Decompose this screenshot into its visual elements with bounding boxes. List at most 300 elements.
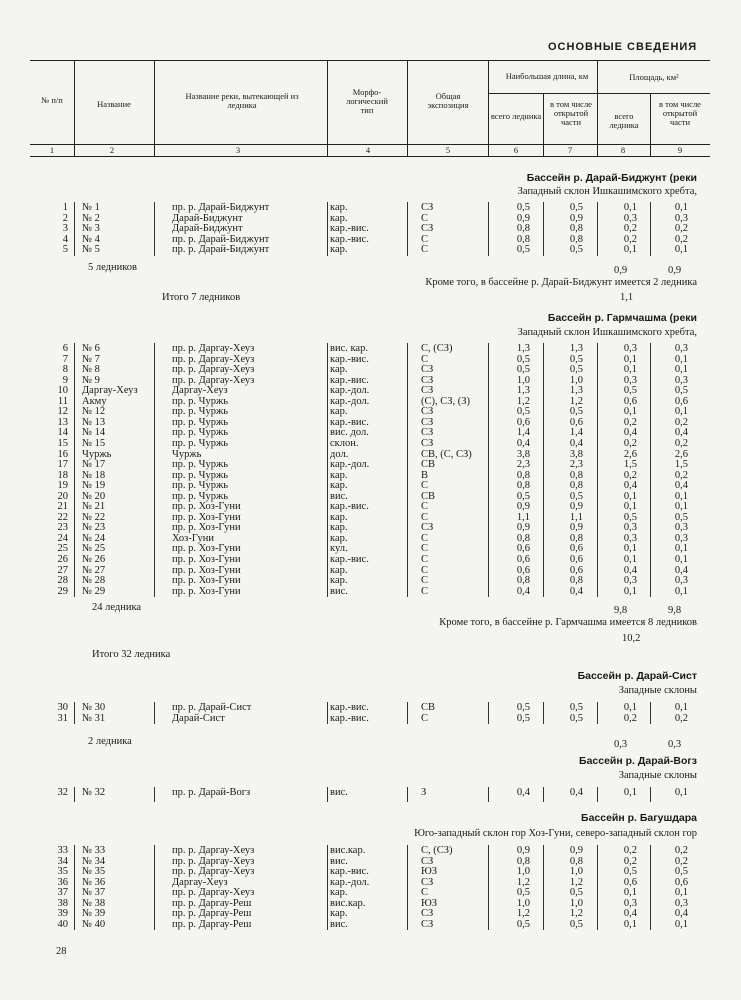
column-separator <box>407 202 408 256</box>
cell-4: вис. <box>330 855 348 867</box>
cell-9: 0,2 <box>674 437 688 449</box>
cell-6: 0,5 <box>516 702 530 713</box>
cell-5: С <box>421 543 429 555</box>
cell-9: 0,5 <box>674 385 688 397</box>
column-separator <box>488 845 489 930</box>
cell-6: 0,5 <box>516 406 530 418</box>
column-number: 6 <box>513 145 519 155</box>
cell-7: 0,8 <box>569 480 583 492</box>
cell-4: кар.-вис. <box>330 223 369 235</box>
cell-4: кар.-вис. <box>330 374 369 386</box>
cell-7: 0,8 <box>569 469 583 481</box>
cell-8: 0,2 <box>623 855 637 867</box>
cell-8: 0,3 <box>623 374 637 386</box>
cell-3: пр. р. Хоз-Гуни <box>172 564 241 576</box>
cell-4: кар. <box>330 511 348 523</box>
cell-9: 0,1 <box>674 353 688 365</box>
column-separator <box>154 702 155 724</box>
cell-5: С <box>421 712 429 724</box>
extra-glaciers-note: Кроме того, в бассейне р. Гармчашма имеется 8 ледников <box>439 617 697 628</box>
slope-subtitle: Западные склоны <box>618 685 697 696</box>
column-separator <box>650 343 651 597</box>
cell-3: пр. р. Чуржь <box>172 406 228 418</box>
cell-2: № 27 <box>82 564 106 576</box>
cell-3: Даргау-Хеуз <box>172 385 228 397</box>
cell-3: пр. р. Даргау-Реш <box>172 918 252 930</box>
cell-5: З <box>421 787 427 798</box>
cell-5: СЗ <box>421 918 434 930</box>
table-row <box>0 788 741 799</box>
column-separator <box>74 343 75 597</box>
cell-1: 24 <box>57 532 68 544</box>
cell-5: С <box>421 554 429 565</box>
cell-1: 25 <box>57 543 68 555</box>
cell-7: 0,5 <box>569 202 583 213</box>
cell-2: № 2 <box>82 212 100 224</box>
cell-8: 0,1 <box>623 918 637 930</box>
cell-9: 0,2 <box>674 233 688 245</box>
cell-3: пр. р. Чуржь <box>172 427 228 439</box>
table-row <box>0 703 741 714</box>
cell-8: 0,2 <box>623 845 637 856</box>
cell-1: 23 <box>57 522 68 534</box>
cell-3: пр. р. Даргау-Реш <box>172 908 252 920</box>
cell-8: 0,2 <box>623 437 637 449</box>
cell-3: пр. р. Хоз-Гуни <box>172 575 241 587</box>
cell-6: 0,4 <box>516 437 530 449</box>
column-separator <box>543 343 544 597</box>
cell-4: кар. <box>330 908 348 920</box>
cell-1: 39 <box>57 908 68 920</box>
cell-4: кар.-вис. <box>330 233 369 245</box>
cell-9: 0,4 <box>674 908 688 920</box>
cell-2: № 4 <box>82 233 100 245</box>
cell-7: 1,2 <box>569 395 583 407</box>
cell-3: пр. р. Даргау-Хеуз <box>172 343 255 354</box>
cell-1: 12 <box>57 406 68 418</box>
header-morph: Морфо-логический тип <box>346 87 388 115</box>
cell-1: 19 <box>57 480 68 492</box>
cell-1: 27 <box>57 564 68 576</box>
cell-8: 0,2 <box>623 416 637 428</box>
cell-4: кар.-дол. <box>330 459 370 471</box>
column-separator <box>154 202 155 256</box>
cell-6: 1,2 <box>516 876 530 888</box>
cell-5: СЗ <box>421 908 434 920</box>
cell-6: 0,6 <box>516 554 530 565</box>
cell-9: 2,6 <box>674 448 688 460</box>
header-length-total: всего ледника <box>490 111 542 121</box>
column-number: 9 <box>677 145 683 155</box>
column-separator <box>650 702 651 724</box>
cell-8: 0,2 <box>623 469 637 481</box>
column-separator <box>327 845 328 930</box>
cell-3: пр. р. Чуржь <box>172 395 228 407</box>
column-separator <box>597 702 598 724</box>
table-row <box>0 555 741 566</box>
column-separator <box>597 845 598 930</box>
cell-8: 0,1 <box>623 787 637 798</box>
cell-5: СЗ <box>421 385 434 397</box>
cell-1: 36 <box>57 876 68 888</box>
cell-7: 0,5 <box>569 406 583 418</box>
cell-6: 0,9 <box>516 501 530 513</box>
cell-4: кар.-дол. <box>330 876 370 888</box>
cell-1: 34 <box>57 855 68 867</box>
count-area-open: 0,9 <box>668 265 682 276</box>
column-separator <box>597 202 598 256</box>
column-separator <box>488 787 489 802</box>
cell-5: СЗ <box>421 522 434 534</box>
cell-4: кар.-вис. <box>330 416 369 428</box>
glacier-count: 2 ледника <box>88 736 132 747</box>
cell-6: 0,4 <box>516 585 530 597</box>
cell-3: пр. р. Даргау-Реш <box>172 897 252 909</box>
cell-3: пр. р. Даргау-Хеуз <box>172 887 255 899</box>
cell-1: 11 <box>57 395 68 407</box>
cell-9: 0,1 <box>674 364 688 376</box>
cell-7: 0,5 <box>569 918 583 930</box>
cell-2: № 40 <box>82 918 106 930</box>
glacier-count: 5 ледников <box>88 262 137 273</box>
cell-9: 0,3 <box>674 575 688 587</box>
cell-7: 0,5 <box>569 887 583 899</box>
cell-4: кар. <box>330 406 348 418</box>
cell-4: кар.-вис. <box>330 554 369 565</box>
cell-8: 0,3 <box>623 575 637 587</box>
cell-1: 15 <box>57 437 68 449</box>
cell-6: 3,8 <box>516 448 530 460</box>
cell-9: 0,3 <box>674 522 688 534</box>
cell-2: № 30 <box>82 702 106 713</box>
cell-8: 0,1 <box>623 202 637 213</box>
table-row <box>0 846 741 857</box>
column-separator <box>543 702 544 724</box>
column-separator <box>407 702 408 724</box>
cell-8: 1,5 <box>623 459 637 471</box>
cell-4: вис. кар. <box>330 343 368 354</box>
cell-1: 17 <box>57 459 68 471</box>
cell-3: Дарай-Биджунт <box>172 223 243 235</box>
cell-6: 1,3 <box>516 343 530 354</box>
table-row <box>0 920 741 931</box>
cell-9: 0,5 <box>674 866 688 878</box>
column-separator <box>327 702 328 724</box>
cell-8: 0,1 <box>623 543 637 555</box>
cell-8: 0,2 <box>623 223 637 235</box>
cell-8: 0,1 <box>623 353 637 365</box>
cell-1: 3 <box>62 223 68 235</box>
cell-9: 0,1 <box>674 554 688 565</box>
cell-4: вис.кар. <box>330 845 366 856</box>
cell-1: 18 <box>57 469 68 481</box>
cell-4: кар. <box>330 469 348 481</box>
cell-5: СЗ <box>421 416 434 428</box>
cell-2: № 31 <box>82 712 106 724</box>
cell-3: пр. р. Чуржь <box>172 490 228 502</box>
cell-4: дол. <box>330 448 349 460</box>
cell-4: кар.-дол. <box>330 395 370 407</box>
table-row <box>0 587 741 598</box>
column-number: 4 <box>365 145 371 155</box>
cell-6: 0,9 <box>516 522 530 534</box>
column-separator <box>650 787 651 802</box>
cell-5: СЗ <box>421 437 434 449</box>
cell-6: 1,2 <box>516 908 530 920</box>
cell-3: Чуржь <box>172 448 202 460</box>
cell-1: 30 <box>57 702 68 713</box>
cell-2: № 39 <box>82 908 106 920</box>
slope-subtitle: Западный склон Ишкашимского хребта, <box>517 186 697 197</box>
cell-1: 7 <box>62 353 68 365</box>
cell-6: 0,8 <box>516 233 530 245</box>
cell-4: кар.-вис. <box>330 702 369 713</box>
count-area-open: 0,3 <box>668 739 682 750</box>
cell-5: С <box>421 244 429 256</box>
cell-2: № 33 <box>82 845 106 856</box>
count-area-open: 9,8 <box>668 605 682 616</box>
cell-4: склон. <box>330 437 359 449</box>
cell-6: 0,5 <box>516 887 530 899</box>
cell-7: 1,1 <box>569 511 583 523</box>
cell-2: № 25 <box>82 543 106 555</box>
cell-7: 1,0 <box>569 374 583 386</box>
cell-9: 0,2 <box>674 416 688 428</box>
cell-5: С <box>421 532 429 544</box>
cell-2: № 23 <box>82 522 106 534</box>
column-separator <box>154 343 155 597</box>
cell-8: 0,4 <box>623 564 637 576</box>
cell-3: пр. р. Хоз-Гуни <box>172 522 241 534</box>
column-separator <box>543 787 544 802</box>
column-separator <box>597 343 598 597</box>
basin-heading: Бассейн р. Дарай-Вогз <box>579 755 697 767</box>
cell-5: СЗ <box>421 876 434 888</box>
column-separator <box>543 202 544 256</box>
cell-4: вис. <box>330 490 348 502</box>
cell-3: пр. р. Дарай-Биджунт <box>172 202 270 213</box>
cell-3: пр. р. Даргау-Хеуз <box>172 374 255 386</box>
page-title: ОСНОВНЫЕ СВЕДЕНИЯ <box>548 41 698 53</box>
count-area-total: 0,9 <box>614 265 628 276</box>
cell-3: пр. р. Даргау-Хеуз <box>172 866 255 878</box>
cell-7: 1,4 <box>569 427 583 439</box>
cell-5: СЗ <box>421 427 434 439</box>
cell-4: кар.-вис. <box>330 501 369 513</box>
cell-5: С <box>421 564 429 576</box>
cell-1: 21 <box>57 501 68 513</box>
cell-1: 20 <box>57 490 68 502</box>
cell-8: 0,1 <box>623 887 637 899</box>
cell-3: пр. р. Хоз-Гуни <box>172 511 241 523</box>
cell-5: С <box>421 511 429 523</box>
cell-3: пр. р. Чуржь <box>172 469 228 481</box>
cell-9: 0,4 <box>674 564 688 576</box>
cell-2: № 5 <box>82 244 100 256</box>
cell-2: № 38 <box>82 897 106 909</box>
header-num: № п/п <box>41 95 63 105</box>
cell-7: 0,6 <box>569 564 583 576</box>
basin-heading: Бассейн р. Дарай-Сист <box>577 670 697 682</box>
cell-6: 1,3 <box>516 385 530 397</box>
cell-6: 0,5 <box>516 490 530 502</box>
table-row <box>0 344 741 355</box>
cell-3: пр. р. Даргау-Хеуз <box>172 353 255 365</box>
cell-4: кар. <box>330 364 348 376</box>
cell-5: С <box>421 233 429 245</box>
column-separator <box>488 202 489 256</box>
cell-8: 0,4 <box>623 480 637 492</box>
cell-1: 28 <box>57 575 68 587</box>
cell-2: № 8 <box>82 364 100 376</box>
cell-9: 0,2 <box>674 223 688 235</box>
cell-9: 0,1 <box>674 787 688 798</box>
cell-4: вис. <box>330 918 348 930</box>
cell-1: 40 <box>57 918 68 930</box>
cell-5: СВ <box>421 490 436 502</box>
cell-8: 2,6 <box>623 448 637 460</box>
column-separator <box>650 202 651 256</box>
cell-7: 0,6 <box>569 554 583 565</box>
cell-8: 0,1 <box>623 406 637 418</box>
cell-1: 6 <box>62 343 68 354</box>
cell-2: Чуржь <box>82 448 112 460</box>
cell-8: 0,1 <box>623 585 637 597</box>
cell-7: 0,5 <box>569 712 583 724</box>
cell-7: 1,2 <box>569 876 583 888</box>
cell-3: пр. р. Чуржь <box>172 416 228 428</box>
cell-3: пр. р. Даргау-Хеуз <box>172 845 255 856</box>
cell-8: 0,1 <box>623 490 637 502</box>
cell-7: 0,5 <box>569 353 583 365</box>
cell-9: 0,4 <box>674 427 688 439</box>
cell-9: 0,3 <box>674 374 688 386</box>
cell-3: Хоз-Гуни <box>172 532 214 544</box>
cell-6: 2,3 <box>516 459 530 471</box>
cell-2: № 37 <box>82 887 106 899</box>
cell-2: Акму <box>82 395 107 407</box>
cell-2: № 13 <box>82 416 106 428</box>
cell-7: 1,0 <box>569 866 583 878</box>
table-row <box>0 203 741 214</box>
cell-6: 0,6 <box>516 543 530 555</box>
cell-9: 0,2 <box>674 855 688 867</box>
cell-3: пр. р. Дарай-Вогз <box>172 787 251 798</box>
cell-4: кул. <box>330 543 348 555</box>
cell-6: 1,4 <box>516 427 530 439</box>
cell-7: 0,8 <box>569 233 583 245</box>
cell-6: 0,9 <box>516 212 530 224</box>
cell-4: вис. дол. <box>330 427 369 439</box>
cell-4: кар. <box>330 887 348 899</box>
cell-5: (С), СЗ, (З) <box>421 395 471 407</box>
table-row <box>0 714 741 725</box>
cell-1: 22 <box>57 511 68 523</box>
total-value: 1,1 <box>620 292 634 303</box>
cell-5: С <box>421 501 429 513</box>
cell-1: 9 <box>62 374 68 386</box>
cell-2: № 12 <box>82 406 106 418</box>
total-label: Итого 32 ледника <box>92 649 171 660</box>
cell-7: 1,3 <box>569 385 583 397</box>
cell-5: СЗ <box>421 364 434 376</box>
cell-2: № 19 <box>82 480 106 492</box>
cell-1: 8 <box>62 364 68 376</box>
cell-6: 0,8 <box>516 223 530 235</box>
cell-9: 0,1 <box>674 585 688 597</box>
cell-9: 0,1 <box>674 490 688 502</box>
cell-7: 0,8 <box>569 532 583 544</box>
cell-2: № 34 <box>82 855 106 867</box>
count-area-total: 9,8 <box>614 605 628 616</box>
column-separator <box>407 343 408 597</box>
cell-9: 0,1 <box>674 702 688 713</box>
cell-8: 0,5 <box>623 866 637 878</box>
cell-8: 0,1 <box>623 702 637 713</box>
cell-6: 0,8 <box>516 532 530 544</box>
cell-5: С <box>421 480 429 492</box>
cell-2: № 9 <box>82 374 100 386</box>
cell-2: № 35 <box>82 866 106 878</box>
cell-5: СВ, (С, СЗ) <box>421 448 472 460</box>
basin-heading: Бассейн р. Гармчашма (реки <box>547 312 697 324</box>
cell-6: 0,8 <box>516 469 530 481</box>
glacier-count: 24 ледника <box>92 602 142 613</box>
header-exposure: Общая экспозиция <box>427 91 469 110</box>
column-separator <box>488 702 489 724</box>
cell-2: № 28 <box>82 575 106 587</box>
cell-5: СВ <box>421 702 436 713</box>
cell-7: 1,0 <box>569 897 583 909</box>
header-length-open: в том числе открытой части <box>550 99 592 127</box>
column-separator <box>543 845 544 930</box>
cell-5: С <box>421 212 429 224</box>
cell-1: 31 <box>57 712 68 724</box>
table-row <box>0 439 741 450</box>
column-separator <box>74 787 75 802</box>
cell-1: 33 <box>57 845 68 856</box>
cell-5: ЮЗ <box>421 897 438 909</box>
cell-2: № 32 <box>82 787 106 798</box>
cell-7: 1,2 <box>569 908 583 920</box>
cell-2: № 14 <box>82 427 106 439</box>
total-label: Итого 7 ледников <box>162 292 241 303</box>
count-area-total: 0,3 <box>614 739 628 750</box>
cell-9: 0,2 <box>674 469 688 481</box>
cell-3: Дарай-Сист <box>172 712 225 724</box>
column-separator <box>327 787 328 802</box>
cell-4: вис.кар. <box>330 897 366 909</box>
column-separator <box>74 702 75 724</box>
cell-7: 0,8 <box>569 575 583 587</box>
cell-2: № 26 <box>82 554 106 565</box>
cell-5: СЗ <box>421 223 434 235</box>
header-area-open: в том числе открытой части <box>659 99 701 127</box>
cell-9: 0,3 <box>674 532 688 544</box>
column-separator <box>154 845 155 930</box>
cell-3: Даргау-Хеуз <box>172 876 228 888</box>
header-area: Площадь, км² <box>629 72 679 82</box>
cell-3: пр. р. Хоз-Гуни <box>172 585 241 597</box>
cell-1: 16 <box>57 448 68 460</box>
cell-7: 0,9 <box>569 522 583 534</box>
basin-heading: Бассейн р. Багушдара <box>581 812 697 824</box>
cell-4: кар. <box>330 244 348 256</box>
slope-subtitle: Юго-западный склон гор Хоз-Гуни, северо-западный склон гор <box>414 828 697 839</box>
cell-2: № 29 <box>82 585 106 597</box>
column-separator <box>488 343 489 597</box>
cell-4: кар.-вис. <box>330 866 369 878</box>
